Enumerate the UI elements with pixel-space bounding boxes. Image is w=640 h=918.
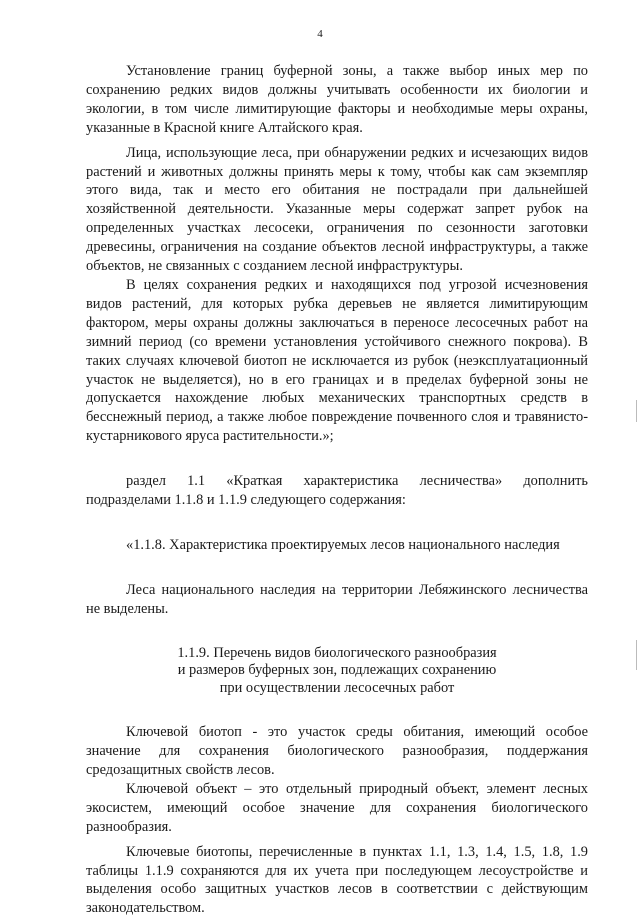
heading-1-1-8: «1.1.8. Характеристика проектируемых лесов национального наследия — [126, 536, 560, 553]
heading-1-1-9-line-2: и размеров буферных зон, подлежащих сохранению — [177, 662, 497, 679]
scan-edge-mark — [636, 400, 637, 422]
paragraph-forest-users: Лица, использующие леса, при обнаружении редких и исчезающих видов растений и животных должны принять меры к тому, чтобы как сам экземпляр этого вида, так и место его обитания не пострадали при дальнейшей хозяйственной деятельности. Указанные меры содержат запрет рубок на определенных участках лесосеки, ограничения по сезонности заготовки древесины, ограничения на создание объектов лесной инфраструктуры, а также объектов, не связанных с созданием лесной инфраструктуры. — [86, 144, 588, 275]
document-body — [86, 62, 588, 918]
paragraph-buffer-zone: Установление границ буферной зоны, а также выбор иных мер по сохранению редких видов должны учитывать особенности их биологии и экологии, в том числе лимитирующие факторы и необходимые меры охраны, указанные в Красной книге Алтайского края. — [86, 63, 588, 136]
heading-1-1-9-line-3: при осуществлении лесосечных работ — [219, 679, 455, 696]
heading-1-1-9-line-1: 1.1.9. Перечень видов биологического разнообразия — [177, 644, 497, 661]
scan-edge-mark — [636, 640, 637, 670]
paragraph-rare-species: В целях сохранения редких и находящихся под угрозой исчезновения видов растений, для которых рубка деревьев не является лимитирующим фактором, меры охраны должны заключаться в переносе лесосечных работ на зимний период (со времени установления устойчивого снежного покрова). В таких случаях ключевой биотоп не исключается из рубок (неэксплуатационный участок не выделяется), но в его границах и в пределах буферной зоны не допускается нахождение любых механических транспортных средств в бесснежный период, а также любое повреждение почвенного слоя и травянисто-кустарникового яруса растительности.»; — [86, 276, 588, 445]
paragraph-national-heritage: Леса национального наследия на территории Лебяжинского лесничества не выделены. — [86, 581, 588, 617]
heading-1-1-9 — [86, 645, 588, 698]
paragraph-section-amendment: раздел 1.1 «Краткая характеристика лесничества» дополнить подразделами 1.1.8 и 1.1.9 следующего содержания: — [86, 473, 588, 509]
paragraph-key-biotopes-list: Ключевые биотопы, перечисленные в пунктах 1.1, 1.3, 1.4, 1.5, 1.8, 1.9 таблицы 1.1.9 сохраняются для их учета при последующем лесоустройстве и выделения особо защитных участков лесов в соответствии с действующим законодательством. — [86, 843, 588, 917]
page-number: 4 — [317, 28, 323, 40]
paragraph-key-object: Ключевой объект – это отдельный природный объект, элемент лесных экосистем, имеющий особое значение для сохранения биологического разнообразия. — [86, 780, 588, 835]
paragraph-key-biotope: Ключевой биотоп - это участок среды обитания, имеющий особое значение для сохранения биологического разнообразия, поддержания средозащитных свойств лесов. — [86, 724, 588, 778]
